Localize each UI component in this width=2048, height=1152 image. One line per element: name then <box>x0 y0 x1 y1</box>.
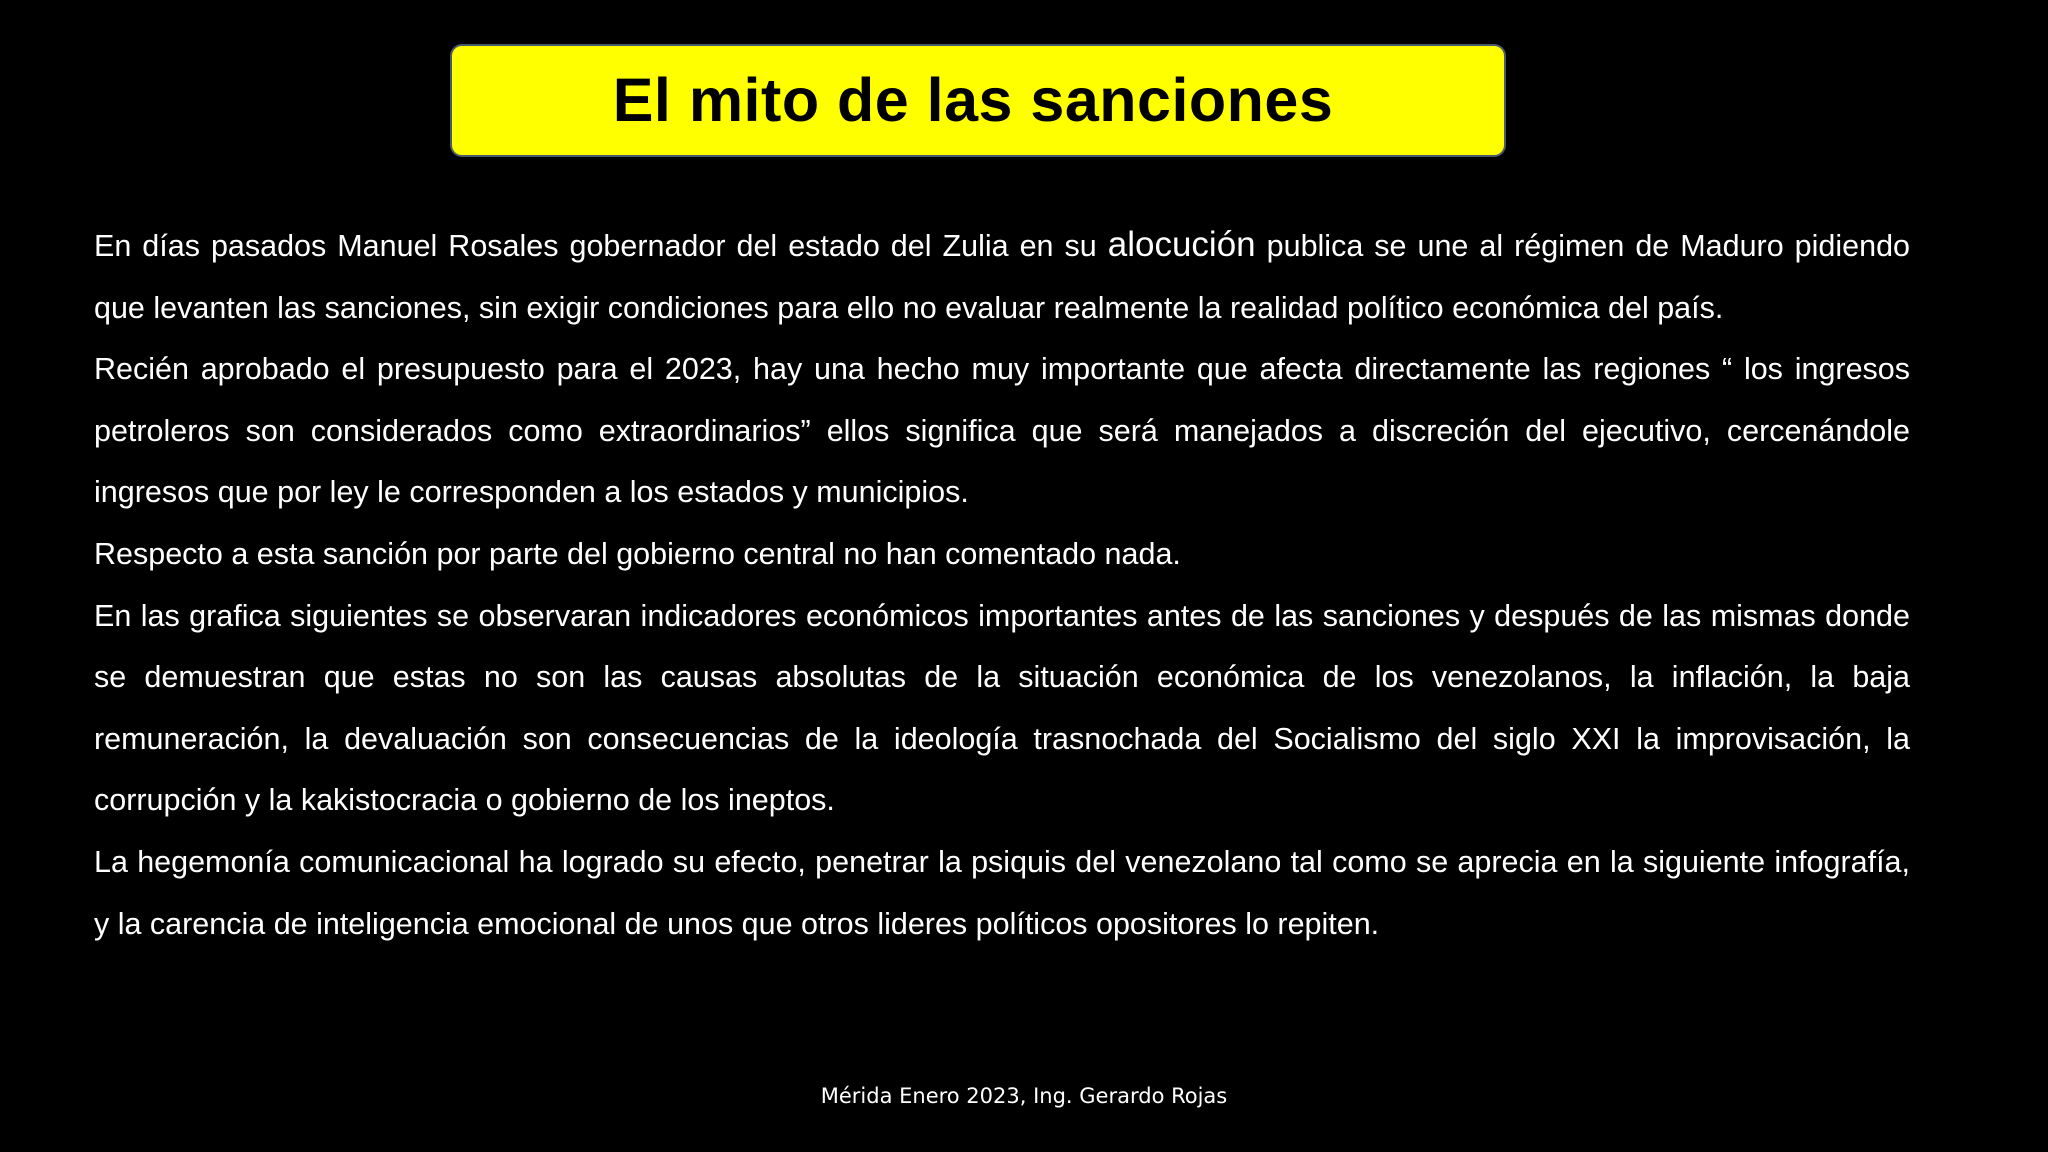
paragraph-3: Respecto a esta sanción por parte del gobierno central no han comentado nada. <box>94 536 1181 571</box>
paragraph-5: La hegemonía comunicacional ha logrado su efecto, penetrar la psiquis del venezolano tal como se aprecia en la siguiente infografía, y la carencia de inteligencia emocional de unos que otros lideres políticos opositores lo repiten. <box>94 844 1910 941</box>
paragraph-1 <box>94 214 1910 339</box>
footer-credit: Mérida Enero 2023, Ing. Gerardo Rojas <box>820 1084 1228 1108</box>
paragraph-1-end: publica se une al régimen de Maduro pidiendo que levanten las sanciones, sin exigir condiciones para ello no evaluar realmente la realidad político económica del país. <box>94 229 1910 325</box>
slide-body <box>94 214 1910 955</box>
paragraph-1-emphasis: alocución <box>1107 225 1256 264</box>
paragraph-1-start: En días pasados Manuel Rosales gobernador del estado del Zulia en su <box>94 229 1108 263</box>
slide-title: El mito de las sanciones <box>612 66 1334 134</box>
paragraph-4: En las grafica siguientes se observaran indicadores económicos importantes antes de las sanciones y después de las mismas donde se demuestran que estas no son las causas absolutas de la situación económica de los venezolanos, la inflación, la baja remuneración, la devaluación son consecuencias de la ideología trasnochada del Socialismo del siglo XXI la improvisación, la corrupción y la kakistocracia o gobierno de los ineptos. <box>94 598 1910 818</box>
title-banner <box>450 44 1506 157</box>
paragraph-2: Recién aprobado el presupuesto para el 2023, hay una hecho muy importante que afecta directamente las regiones “ los ingresos petroleros son considerados como extraordinarios” ellos significa que será manejados a discreción del ejecutivo, cercenándole ingresos que por ley le corresponden a los estados y municipios. <box>94 352 1910 510</box>
